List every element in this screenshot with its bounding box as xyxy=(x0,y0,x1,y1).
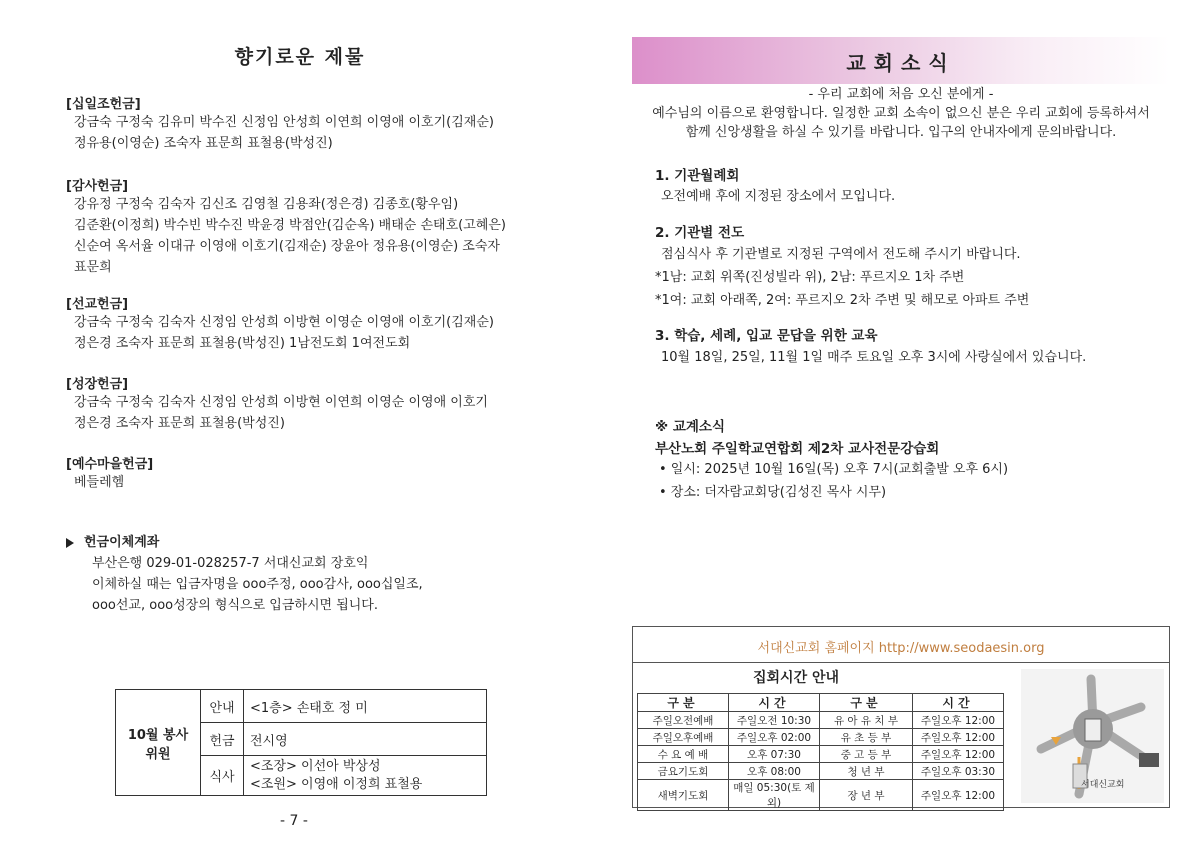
transfer-heading: 헌금이체계좌 xyxy=(84,535,160,550)
service-title: 10월 봉사위원 xyxy=(116,690,201,796)
page-title-offerings: 향기로운 제물 xyxy=(234,46,366,68)
schedule-cell: 주일오후 12:00 xyxy=(913,746,1004,763)
name-line: 강금숙 구정숙 김숙자 신정임 안성희 이방현 이영순 이영애 이호기(김재순) xyxy=(74,315,494,330)
news-heading: 3. 학습, 세례, 입교 문답을 위한 교육 xyxy=(655,328,878,344)
name-line: 신순여 옥서율 이대규 이영애 이호기(김재순) 장윤아 정유용(이영순) 조숙자 xyxy=(74,239,500,254)
service-role: 안내 xyxy=(201,690,244,723)
news-item-3 xyxy=(655,324,1086,368)
name-line: 강금숙 구정숙 김숙자 신정임 안성희 이방현 이연희 이영순 이영애 이호기 xyxy=(74,395,488,410)
service-value: <1층> 손태호 정 미 xyxy=(244,690,487,723)
name-line: 강금숙 구정숙 김유미 박수진 신정임 안성희 이연희 이영애 이호기(김재순) xyxy=(74,115,494,130)
presbytery-news xyxy=(655,415,1008,503)
church-location-map xyxy=(1021,669,1164,803)
service-role: 식사 xyxy=(201,756,244,796)
welcome-title: - 우리 교회에 처음 오신 분에게 - xyxy=(808,87,994,102)
presbytery-line: • 일시: 2025년 10월 16일(목) 오후 7시(교회출발 오후 6시) xyxy=(659,462,1009,477)
schedule-cell: 오후 07:30 xyxy=(729,746,820,763)
schedule-cell: 새벽기도회 xyxy=(638,780,729,811)
presbytery-mark: ※ 교계소식 xyxy=(655,419,725,435)
service-value: <조장> 이선아 박상성 xyxy=(250,758,381,774)
section-heading: [십일조헌금] xyxy=(66,97,141,112)
schedule-title: 집회시간 안내 xyxy=(753,670,840,686)
presbytery-line: • 장소: 더자람교회당(김성진 목사 시무) xyxy=(659,485,887,500)
schedule-cell: 주일오전 10:30 xyxy=(729,712,820,729)
offering-section-jesus-village xyxy=(66,453,153,493)
schedule-cell: 매일 05:30(토 제외) xyxy=(729,780,820,811)
name-line: 정은경 조숙자 표문희 표철용(박성진) xyxy=(74,416,285,431)
name-line: 정유용(이영순) 조숙자 표문희 표철용(박성진) xyxy=(74,136,333,151)
schedule-cell: 금요기도회 xyxy=(638,763,729,780)
service-volunteers-table xyxy=(115,689,487,796)
news-item-1 xyxy=(655,164,895,207)
schedule-cell: 유 아 유 치 부 xyxy=(820,712,913,729)
schedule-row xyxy=(638,780,1004,811)
schedule-cell: 청 년 부 xyxy=(820,763,913,780)
news-line: *1여: 교회 아래쪽, 2여: 푸르지오 2차 주변 및 해모로 아파트 주변 xyxy=(655,293,1030,308)
section-heading: [감사헌금] xyxy=(66,179,129,194)
transfer-account-block xyxy=(66,531,423,616)
news-heading: 2. 기관별 전도 xyxy=(655,225,745,241)
transfer-line: 부산은행 029-01-028257-7 서대신교회 장호익 xyxy=(92,556,369,571)
schedule-header: 시간 xyxy=(913,694,1004,712)
schedule-cell: 오후 08:00 xyxy=(729,763,820,780)
news-heading: 1. 기관월례회 xyxy=(655,168,740,184)
schedule-header: 시간 xyxy=(729,694,820,712)
schedule-cell: 장 년 부 xyxy=(820,780,913,811)
church-info-box xyxy=(632,626,1170,808)
schedule-cell: 유 초 등 부 xyxy=(820,729,913,746)
service-role: 헌금 xyxy=(201,723,244,756)
offering-section-mission xyxy=(66,293,494,354)
schedule-row xyxy=(638,729,1004,746)
offering-section-growth xyxy=(66,373,488,434)
welcome-line: 함께 신앙생활을 하실 수 있기를 바랍니다. 입구의 안내자에게 문의바랍니다. xyxy=(685,125,1117,140)
schedule-header: 구분 xyxy=(820,694,913,712)
news-item-2 xyxy=(655,221,1029,311)
schedule-row xyxy=(638,712,1004,729)
schedule-cell: 중 고 등 부 xyxy=(820,746,913,763)
news-line: 점심식사 후 기관별로 지정된 구역에서 전도해 주시기 바랍니다. xyxy=(661,247,1021,262)
schedule-cell: 주일오후 12:00 xyxy=(913,729,1004,746)
page-number: - 7 - xyxy=(280,813,308,829)
transfer-line: 이체하실 때는 입금자명을 ooo주정, ooo감사, ooo십일조, xyxy=(92,577,423,592)
homepage-link[interactable]: 서대신교회 홈페이지 http://www.seodaesin.org xyxy=(757,641,1045,656)
news-line: *1남: 교회 위쪽(진성빌라 위), 2남: 푸르지오 1차 주변 xyxy=(655,270,965,285)
schedule-cell: 주일오후예배 xyxy=(638,729,729,746)
section-heading: [선교헌금] xyxy=(66,297,129,312)
welcome-block xyxy=(632,85,1170,142)
news-line: 오전예배 후에 지정된 장소에서 모입니다. xyxy=(661,189,896,204)
name-line: 베들레헴 xyxy=(74,475,125,490)
schedule-header: 구분 xyxy=(638,694,729,712)
schedule-cell: 수 요 예 배 xyxy=(638,746,729,763)
presbytery-title: 부산노회 주일학교연합회 제2차 교사전문강습회 xyxy=(655,441,940,457)
name-line: 강유정 구정숙 김숙자 김신조 김영철 김용좌(정은경) 김종호(황우임) xyxy=(74,197,459,212)
banner-title: 교회소식 xyxy=(846,51,956,75)
offering-section-thanks xyxy=(66,175,506,278)
name-line: 표문희 xyxy=(74,260,112,275)
divider xyxy=(633,662,1169,663)
section-heading: [예수마을헌금] xyxy=(66,457,154,472)
schedule-cell: 주일오전예배 xyxy=(638,712,729,729)
schedule-table xyxy=(637,693,1004,811)
schedule-row xyxy=(638,746,1004,763)
section-heading: [성장헌금] xyxy=(66,377,129,392)
map-church-label: 서대신교회 xyxy=(1081,780,1125,790)
name-line: 정은경 조숙자 표문희 표철용(박성진) 1남전도회 1여전도회 xyxy=(74,336,411,351)
schedule-cell: 주일오후 02:00 xyxy=(729,729,820,746)
name-line: 김준환(이정희) 박수빈 박수진 박윤경 박점안(김순옥) 배태순 손태호(고혜은) xyxy=(74,218,506,233)
offering-section-tithe xyxy=(66,93,494,154)
service-value: 전시영 xyxy=(244,723,487,756)
transfer-line: ooo선교, ooo성장의 형식으로 입금하시면 됩니다. xyxy=(92,598,379,613)
service-value: <조원> 이영애 이정희 표철용 xyxy=(250,776,423,792)
welcome-line: 예수님의 이름으로 환영합니다. 일정한 교회 소속이 없으신 분은 우리 교회에 등록하셔서 xyxy=(652,106,1150,121)
schedule-row xyxy=(638,763,1004,780)
news-line: 10월 18일, 25일, 11월 1일 매주 토요일 오후 3시에 사랑실에서 있습니다. xyxy=(661,350,1087,365)
triangle-bullet-icon xyxy=(66,538,74,548)
schedule-cell: 주일오후 12:00 xyxy=(913,780,1004,811)
church-news-banner xyxy=(632,37,1170,84)
schedule-cell: 주일오후 03:30 xyxy=(913,763,1004,780)
schedule-cell: 주일오후 12:00 xyxy=(913,712,1004,729)
